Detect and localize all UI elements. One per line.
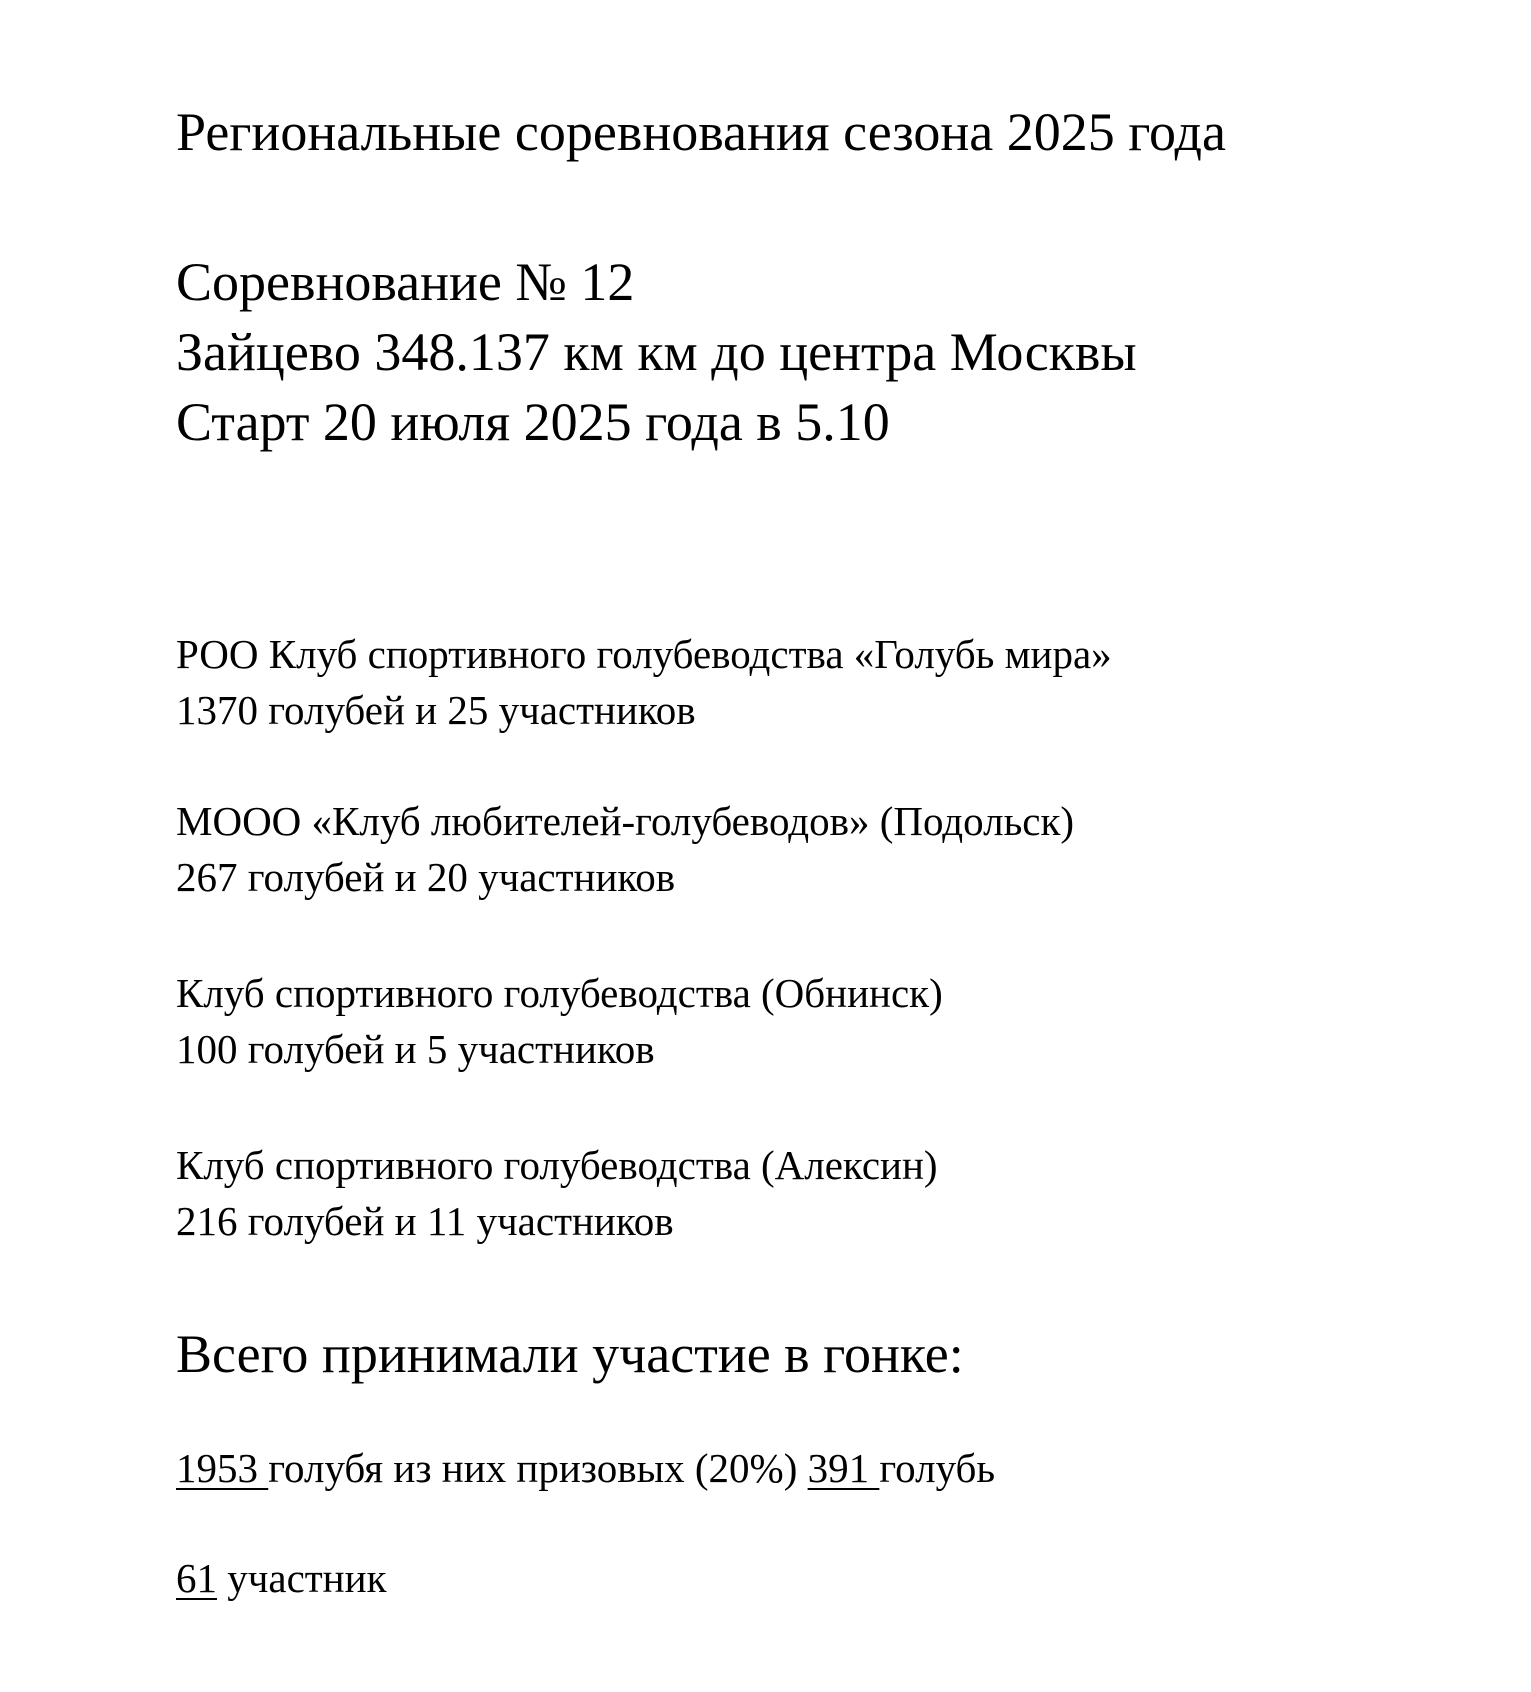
club-entry	[176, 793, 1074, 905]
club-entry	[176, 965, 943, 1077]
club-stats: 267 голубей и 20 участников	[176, 854, 676, 900]
club-name: Клуб спортивного голубеводства (Алексин)	[176, 1142, 938, 1188]
pigeons-text: голубя из них призовых (20%)	[268, 1445, 808, 1491]
prize-count: 391	[807, 1445, 880, 1491]
competition-location: Зайцево 348.137 км км до центра Москвы	[176, 322, 1137, 382]
club-entry	[176, 1137, 938, 1249]
club-stats: 216 голубей и 11 участников	[176, 1198, 674, 1244]
pigeons-count: 1953	[176, 1445, 269, 1491]
competition-number: Соревнование № 12	[176, 252, 635, 312]
prize-text: голубь	[879, 1445, 996, 1491]
totals-heading: Всего принимали участие в гонке:	[176, 1324, 964, 1384]
competition-start: Старт 20 июля 2025 года в 5.10	[176, 392, 890, 452]
competition-info	[176, 247, 1137, 457]
club-entry	[176, 626, 1112, 738]
club-name: РОО Клуб спортивного голубеводства «Голубь мира»	[176, 631, 1112, 677]
totals-pigeons-line	[176, 1440, 995, 1496]
club-stats: 1370 голубей и 25 участников	[176, 687, 696, 733]
participants-count: 61	[176, 1555, 217, 1601]
club-stats: 100 голубей и 5 участников	[176, 1026, 655, 1072]
document-title: Региональные соревнования сезона 2025 года	[176, 102, 1226, 162]
totals-participants-line	[176, 1550, 387, 1606]
participants-text: участник	[217, 1555, 387, 1601]
club-name: Клуб спортивного голубеводства (Обнинск)	[176, 970, 943, 1016]
club-name: МООО «Клуб любителей-голубеводов» (Подольск)	[176, 798, 1075, 844]
